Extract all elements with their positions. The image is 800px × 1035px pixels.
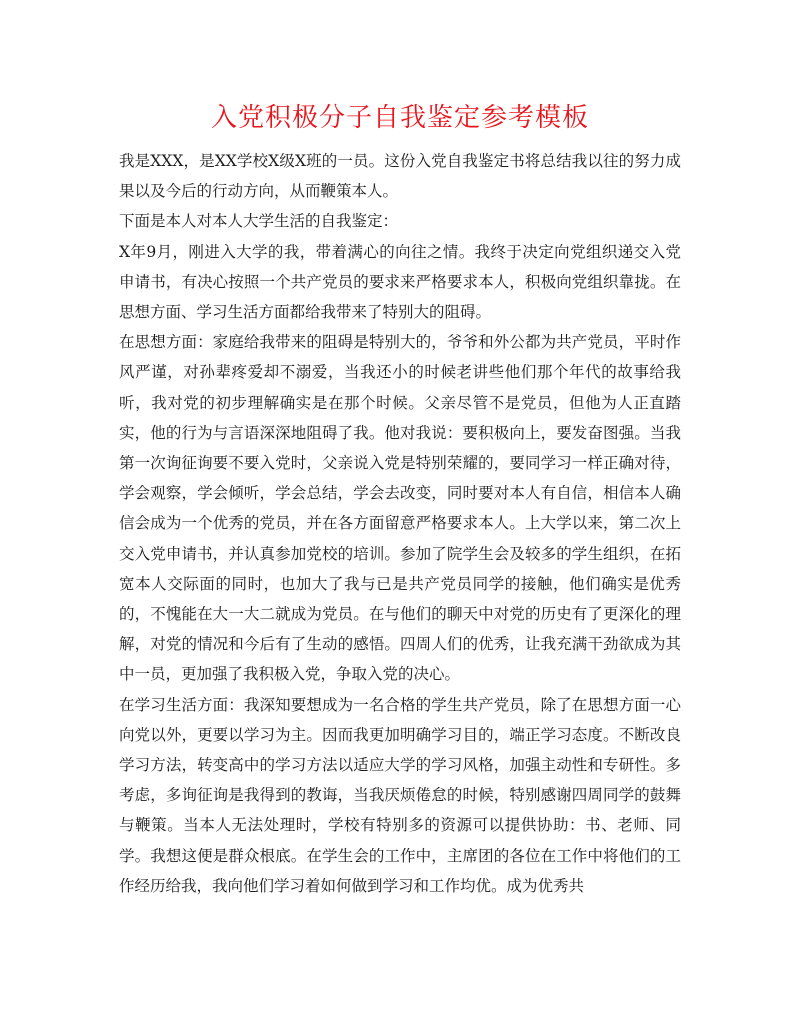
paragraph-lead: 下面是本人对本人大学生活的自我鉴定： [119, 212, 399, 231]
paragraph-study: 在学习生活方面：我深知要想成为一名合格的学生共产党员，除了在思想方面一心向党以外，更要以学习为主。因而我更加明确学习目的，端正学习态度。不断改良学习方法，转变高中的学习方法以适应大学的学习风格，加强主动性和专研性。多考虑，多询征询是我得到的教诲，当我厌烦倦怠的时候，特别感谢四周同学的鼓舞与鞭策。当本人无法处理时，学校有特别多的资源可以提供协助：书、老师、同学。我想这便是群众根底。在学生会的工作中，主席团的各位在工作中将他们的工作经历给我，我向他们学习着如何做到学习和工作均优。成为优秀共 [119, 695, 681, 895]
paragraph-thought: 在思想方面：家庭给我带来的阻碍是特别大的，爷爷和外公都为共产党员，平时作风严谨，对孙辈疼爱却不溺爱，当我还小的时候老讲些他们那个年代的故事给我听，我对党的初步理解确实是在那个时候。父亲尽管不是党员，但他为人正直踏实，他的行为与言语深深地阻碍了我。他对我说：要积极向上，要发奋图强。当我第一次询征询要不要入党时，父亲说入党是特别荣耀的，要同学习一样正确对待，学会观察，学会倾听，学会总结，学会去改变，同时要对本人有自信，相信本人确信会成为一个优秀的党员，并在各方面留意严格要求本人。上大学以来，第二次上交入党申请书，并认真参加党校的培训。参加了院学生会及较多的学生组织，在拓宽本人交际面的同时，也加大了我与已是共产党员同学的接触，他们确实是优秀的，不愧能在大一大二就成为党员。在与他们的聊天中对党的历史有了更深化的理解，对党的情况和今后有了生动的感悟。四周人们的优秀，让我充满干劲欲成为其中一员，更加强了我积极入党，争取入党的决心。 [119, 333, 681, 684]
paragraph-intro: 我是XXX，是XX学校X级X班的一员。这份入党自我鉴定书将总结我以往的努力成果以及今后的行动方向，从而鞭策本人。 [119, 152, 681, 201]
document-body [119, 146, 681, 901]
paragraph-start: X年9月，刚进入大学的我，带着满心的向往之情。我终于决定向党组织递交入党申请书，有决心按照一个共产党员的要求来严格要求本人，积极向党组织靠拢。在思想方面、学习生活方面都给我带来了特别大的阻碍。 [119, 242, 681, 322]
document-title: 入党积极分子自我鉴定参考模板 [210, 103, 589, 133]
